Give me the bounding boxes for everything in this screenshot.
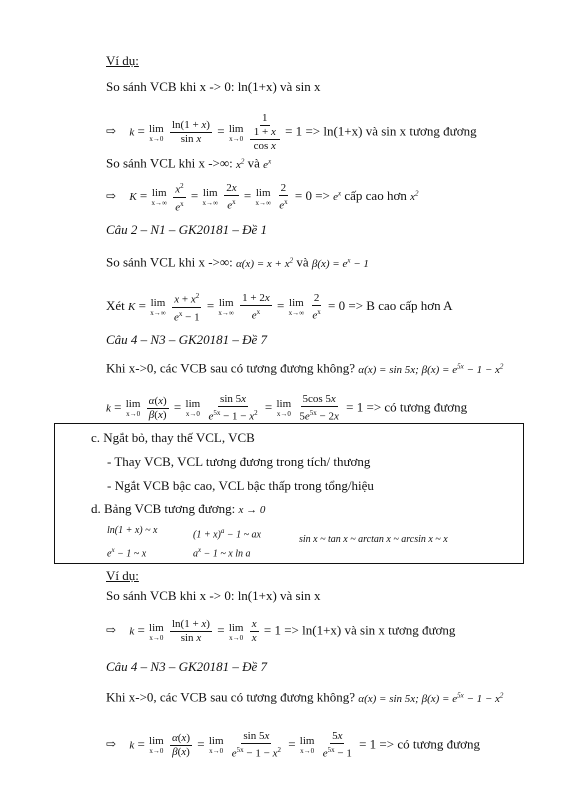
result-ln-sin: => ln(1+x) và sin x tương đương bbox=[305, 123, 477, 139]
cau2-heading: Câu 2 – N1 – GK20181 – Đề 1 bbox=[106, 222, 268, 237]
cau4a-result: => có tương đương bbox=[366, 399, 468, 415]
compare-ln-sin-text: So sánh VCB khi x -> 0: ln(1+x) và sin x bbox=[106, 79, 321, 94]
arrow-icon: ⇨ bbox=[106, 737, 117, 752]
item-d: d. Bảng VCB tương đương: x → 0 bbox=[91, 501, 266, 516]
compare-vcl-text: So sánh VCL khi x ->∞: $x^2$ và $e^x$ bbox=[106, 155, 272, 171]
arrow-icon: ⇨ bbox=[106, 189, 117, 204]
arrow-icon: ⇨ bbox=[106, 623, 117, 638]
cau2-compare: So sánh VCL khi x ->∞: $\alpha(x) = x + x^2$ và $\beta(x) = e^x - 1$ bbox=[106, 254, 369, 270]
cau4b-formula: ⇨ k = lim x→0 $\frac{\alpha(x)}{\beta(x)}$ = lim x→0 $\frac{\sin 5x}{e^{5x} - 1 - x^2}$ = lim x→0 $\frac{5x}{e^{5x} - 1}$ = 1 => có tương đương bbox=[106, 730, 481, 760]
cau4b-question: Khi x->0, các VCB sau có tương đương không? α(x) = sin 5x; $\beta(x) = e^{5x} - 1 - x^2$ bbox=[106, 689, 504, 705]
formula-vcl: ⇨ K = lim x→∞ $\frac{x^2}{e^x}$ = lim x→∞ $\frac{2x}{e^x}$ = lim x→∞ $\frac{2}{e^x}$ = $0 => e^x$ cấp cao hơn $x^2$ bbox=[106, 181, 419, 214]
example-heading-2: Ví dụ: bbox=[106, 568, 139, 583]
cau4b-heading: Câu 4 – N3 – GK20181 – Đề 7 bbox=[106, 659, 268, 674]
cau2-formula: Xét K = lim x→∞ $\frac{x + x^2}{e^x - 1}$ = lim x→∞ $\frac{1 + 2x}{e^x}$ = lim x→∞ $\frac{2}{e^x}$ = 0 => B cao cấp hơn A bbox=[106, 291, 453, 324]
result-ln-sin-2: => ln(1+x) và sin x tương đương bbox=[284, 622, 456, 638]
equiv-ax: $a^x - 1$ ~ x ln a bbox=[193, 546, 251, 560]
equiv-exp: $e^x - 1$ ~ x bbox=[107, 546, 147, 560]
example-heading: Ví dụ: bbox=[106, 53, 139, 68]
bullet-1: - Thay VCB, VCL tương đương trong tích/ thương bbox=[107, 454, 371, 469]
cau4b-result: => có tương đương bbox=[379, 736, 481, 752]
equiv-ln: ln(1 + x) ~ x bbox=[107, 525, 158, 536]
arrow-icon: ⇨ bbox=[106, 124, 117, 139]
summary-box bbox=[54, 423, 524, 564]
compare-ln-sin-text-2: So sánh VCB khi x -> 0: ln(1+x) và sin x bbox=[106, 588, 321, 603]
bullet-2: - Ngắt VCB bậc cao, VCL bậc thấp trong tổng/hiệu bbox=[107, 478, 374, 493]
cau4a-question: Khi x->0, các VCB sau có tương đương không? α(x) = sin 5x; $\beta(x) = e^{5x} - 1 - x^2$ bbox=[106, 360, 504, 376]
cau4a-formula: k = lim x→0 $\frac{\alpha(x)}{\beta(x)}$ = lim x→0 $\frac{\sin 5x}{e^{5x} - 1 - x^2}$ = lim x→0 $\frac{5\cos 5x}{5e^{5x} - 2x}$ = 1 => có tương đương bbox=[106, 393, 468, 423]
cau2-result: => B cao cấp hơn A bbox=[348, 298, 453, 314]
equiv-trig: sin x ~ tan x ~ arctan x ~ arcsin x ~ x bbox=[299, 534, 448, 545]
formula-ln-sin: ⇨ k = lim x→0 $\frac{\ln(1 + x)}{\text{sin x}}$ = lim x→0 $\frac{\frac{1}{1 + x}}{\text{cos x}}$ = 1 => ln(1+x) và sin x tương đương bbox=[106, 112, 477, 152]
cau4a-heading: Câu 4 – N3 – GK20181 – Đề 7 bbox=[106, 332, 268, 347]
formula-ln-sin-2: ⇨ k = lim x→0 $\frac{\ln(1 + x)}{\text{sin x}}$ = lim x→0 $\frac{x}{x}$ = 1 => ln(1+x) và sin x tương đương bbox=[106, 618, 456, 644]
equiv-power: $(1 + x)^a - 1$ ~ ax bbox=[193, 527, 261, 541]
item-c: c. Ngắt bỏ, thay thế VCL, VCB bbox=[91, 430, 255, 445]
